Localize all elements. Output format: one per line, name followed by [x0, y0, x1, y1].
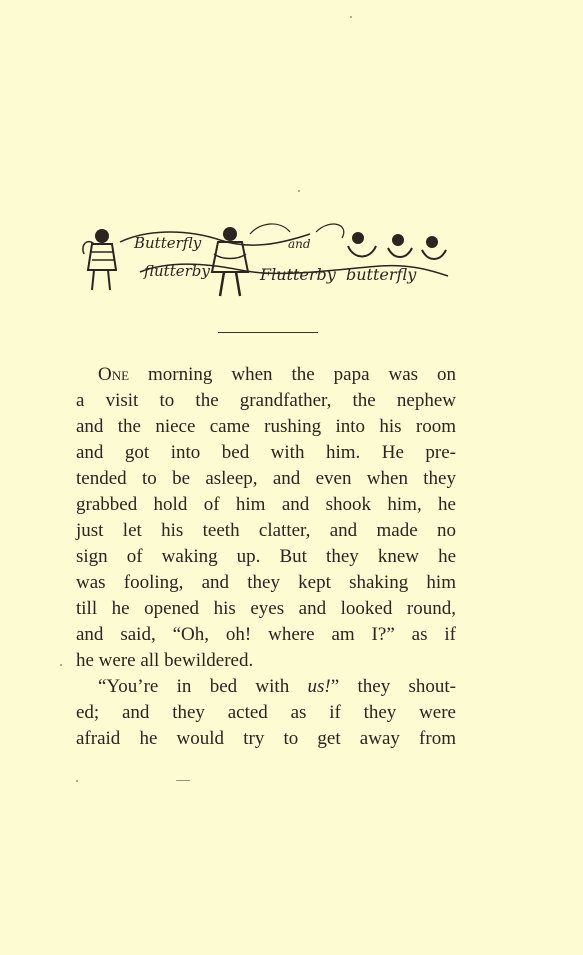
headpiece-word-butterfly: Butterfly — [134, 234, 202, 252]
paper-speck — [60, 664, 62, 666]
ribbon-scroll — [316, 224, 344, 238]
headpiece-word-flutterby-right: Flutterby — [260, 265, 336, 284]
drop-word: One — [98, 364, 130, 385]
body-text — [76, 362, 456, 752]
paragraph-2-line: ed; and they acted as if they were — [76, 702, 456, 723]
headpiece-word-flutterby-left: flutterby — [144, 262, 210, 280]
paragraph-1-line: till he opened his eyes and looked round, — [76, 598, 456, 619]
paragraph-1-line: just let his teeth clatter, and made no — [76, 520, 456, 541]
paper-speck — [76, 780, 78, 782]
chapter-headpiece-illustration — [80, 214, 460, 304]
paragraph-1-line: and got into bed with him. He pre- — [76, 442, 456, 463]
paragraph-1-line: a visit to the grandfather, the nephew — [76, 390, 456, 411]
paper-speck — [298, 190, 300, 192]
paragraph-2-line: afraid he would try to get away from — [76, 728, 456, 749]
headpiece-word-and: and — [288, 237, 311, 251]
paragraph-1-line: and said, “Oh, oh! where am I?” as if — [76, 624, 456, 645]
paragraph-1-line: was fooling, and they kept shaking him — [76, 572, 456, 593]
figure-left — [83, 229, 116, 290]
paragraph-1-line: grabbed hold of him and shook him, he — [76, 494, 456, 515]
paragraph-2-line-1: “You’re in bed with us!” they shout- — [98, 676, 456, 697]
section-divider-rule — [218, 332, 318, 333]
paragraph-1-line: and the niece came rushing into his room — [76, 416, 456, 437]
paper-speck — [176, 780, 190, 781]
paragraph-1-line: sign of waking up. But they knew he — [76, 546, 456, 567]
paragraph-1-line: tended to be asleep, and even when they — [76, 468, 456, 489]
figure-right-group — [348, 232, 446, 259]
ribbon-scroll — [250, 224, 290, 234]
paragraph-1-line-1: One morning when the papa was on — [98, 364, 456, 385]
paragraph-1-line: he were all bewildered. — [76, 650, 254, 671]
paper-speck — [350, 16, 352, 18]
figure-center — [212, 227, 248, 296]
headpiece-word-butterfly-right: butterfly — [346, 265, 417, 284]
